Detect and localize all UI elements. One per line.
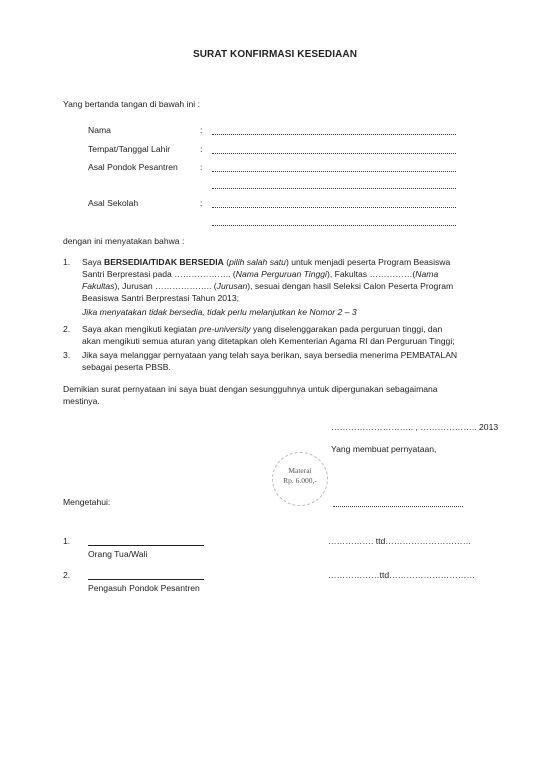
item2-line1: Saya akan mengikuti kegiatan pre-university yang diselenggarakan pada perguruan tinggi, dan	[82, 324, 443, 334]
item1-line2: Santri Berprestasi pada ……………….. (Nama Perguruan Tinggi), Fakultas ……………(Nama	[82, 269, 439, 279]
item-number: 3.	[63, 350, 71, 360]
signer-number: 2.	[63, 570, 71, 580]
acknowledged-label: Mengetahui:	[63, 497, 111, 507]
signer1-signature: ……………. ttd…………………………	[328, 536, 472, 546]
field-label-ttl: Tempat/Tanggal Lahir	[88, 144, 171, 154]
closing-line1: Demikian surat pernyataan ini saya buat dengan sesungguhnya untuk dipergunakan sebagaimana	[63, 384, 438, 394]
field-label-nama: Nama	[88, 125, 111, 135]
signer1-name-line[interactable]	[88, 545, 204, 546]
place-date: ……………………….. , ……………….. 2013	[331, 422, 499, 432]
field-colon: :	[200, 125, 203, 135]
field-line-nama[interactable]	[212, 134, 456, 135]
field-colon: :	[200, 198, 203, 208]
declaration-intro: dengan ini menyatakan bahwa :	[63, 236, 185, 246]
item3-line1: Jika saya melanggar pernyataan yang telah saya berikan, saya bersedia menerima PEMBATALAN	[82, 350, 458, 360]
intro-text: Yang bertanda tangan di bawah ini :	[63, 99, 200, 109]
field-label-sekolah: Asal Sekolah	[88, 198, 139, 208]
signer1-role: Orang Tua/Wali	[88, 549, 148, 559]
maker-signature-line[interactable]	[333, 506, 463, 507]
closing-line2: mestinya.	[63, 396, 100, 406]
item3-line2: sebagai peserta PBSB.	[82, 362, 171, 372]
signer2-signature: ………………ttd…………………………	[328, 570, 476, 580]
field-line-pondok-2[interactable]	[212, 188, 456, 189]
page-title: SURAT KONFIRMASI KESEDIAAN	[192, 49, 358, 60]
field-colon: :	[200, 144, 203, 154]
field-label-pondok: Asal Pondok Pesantren	[88, 162, 178, 172]
stamp-placeholder	[272, 452, 328, 506]
field-line-pondok[interactable]	[212, 171, 456, 172]
maker-label: Yang membuat pernyataan,	[331, 444, 437, 454]
field-colon: :	[200, 162, 203, 172]
item1-line3: Fakultas), Jurusan ……………….. (Jurusan), sesuai dengan hasil Seleksi Calon Peserta Program	[82, 281, 454, 291]
item1-note: Jika menyatakan tidak bersedia, tidak perlu melanjutkan ke Nomor 2 – 3	[82, 307, 357, 317]
field-line-sekolah-2[interactable]	[212, 225, 456, 226]
item1-line1: Saya BERSEDIA/TIDAK BERSEDIA (pilih salah satu) untuk menjadi peserta Program Beasiswa	[82, 257, 451, 267]
field-line-sekolah[interactable]	[212, 207, 456, 208]
field-line-ttl[interactable]	[212, 153, 456, 154]
item-number: 1.	[63, 257, 71, 267]
stamp-line2: Rp. 6.000,-	[283, 475, 317, 485]
stamp-line1: Materai	[288, 466, 312, 475]
item1-line4: Beasiswa Santri Berprestasi Tahun 2013;	[82, 293, 240, 303]
signer2-name-line[interactable]	[88, 579, 204, 580]
signer2-role: Pengasuh Pondok Pesantren	[88, 583, 200, 593]
signer-number: 1.	[63, 536, 71, 546]
item-number: 2.	[63, 324, 71, 334]
item2-line2: akan mengikuti semua aturan yang ditetapkan oleh Kementerian Agama RI dan Perguruan Tinggi;	[82, 336, 455, 346]
